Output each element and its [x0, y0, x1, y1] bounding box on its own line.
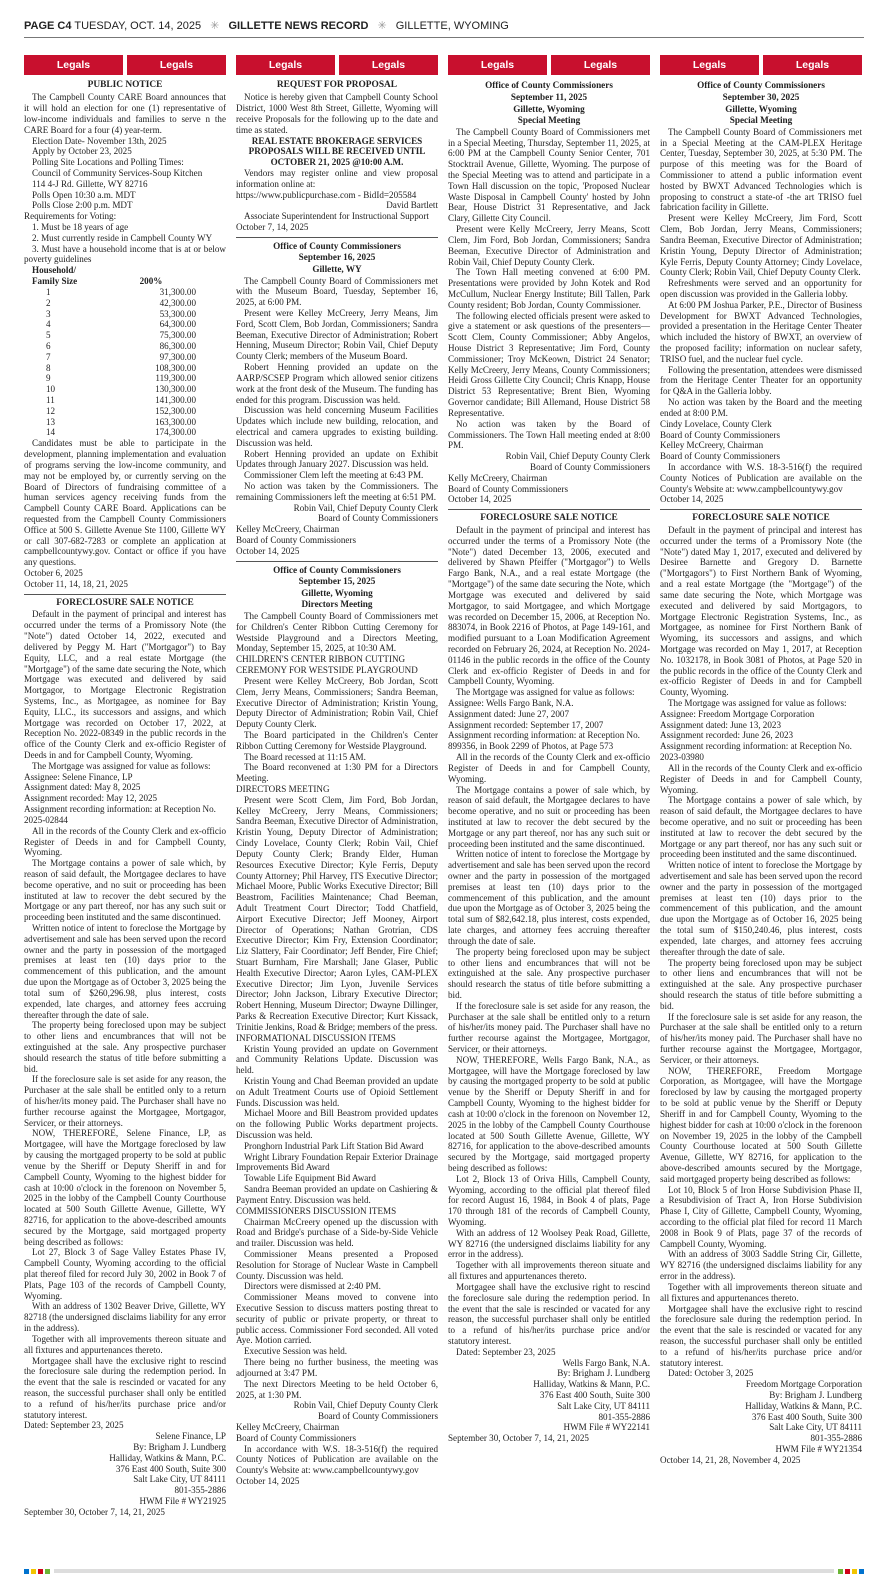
table-row [32, 395, 196, 406]
notice-paragraph: Together with all improvements thereon situate and all fixtures and appurtenances thereto. [660, 1281, 862, 1303]
family-size-cell: 14 [46, 427, 56, 438]
notice-paragraph: Robert Henning provided an update on the AARP/SCSEP Program which allowed senior citizens work at the front desk of the Museum. The funding has ended for this program. Discussion was held. [236, 362, 438, 405]
notice-paragraph: In accordance with W.S. 18-3-516(f) the required County Notices of Publication are available on the County's Website at: www.campbellcountywy.gov [236, 1443, 438, 1476]
family-size-cell: 13 [46, 416, 56, 427]
notice-paragraph: Lot 27, Block 3 of Sage Valley Estates Phase IV, Campbell County, Wyoming according to the official plat thereof filed for record July 30, 2002 in Book 7 of Plats, Page 103 of the records of Campbell County, Wyoming. [24, 1247, 226, 1301]
legals-label: Legals [339, 55, 438, 75]
separator-icon: ✳ [210, 20, 220, 32]
income-cell: 163,300.00 [155, 416, 196, 427]
notice-paragraph: Mortgagee shall have the exclusive right to rescind the foreclosure sale during the redemption period. In the event that the sale is rescinded or vacated for any reason, the successful purchaser shall only be entitled to a refund of his/her/its purchase price and/or statutory interest. [660, 1303, 862, 1368]
notice-paragraph: The Campbell County Board of Commissioners met for Children's Center Ribbon Cutting Ceremony for Westside Playground and a Directors Meeting, Monday, September 15, 2025, at 10:30 AM. [236, 611, 438, 654]
color-dot [45, 1569, 50, 1574]
notice-lines [24, 136, 226, 212]
notice-paragraph: With an address of 1302 Beaver Drive, Gillette, WY 82718 (the undersigned disclaims liability for any error in the address). [24, 1301, 226, 1334]
notice-line: Assignment recording information: at Reception No. 899356, in Book 2299 of Photos, at Page 573 [448, 730, 640, 752]
notice-paragraph: The next Directors Meeting to be held October 6, 2025, at 1:30 PM. [236, 1378, 438, 1400]
notice-paragraph: Pronghorn Industrial Park Lift Station Bid Award [244, 1140, 424, 1151]
signature-line: Board of County Commissioners [318, 513, 438, 524]
notice-date: October 14, 2025 [448, 494, 512, 505]
notice-paragraph: 3. Must have a household income that is at or below poverty guidelines [24, 243, 226, 265]
notice-paragraph: With an address of 3003 Saddle String Cir, Gillette, WY 82716 (the undersigned disclaims liability for any error in the address). [660, 1249, 862, 1282]
table-row [32, 309, 196, 320]
notice-paragraph: Vendors may register online and view proposal information online at: [236, 167, 438, 189]
divider [236, 237, 438, 238]
notice-paragraph: The property being foreclosed upon may be subject to other liens and encumbrances that will not be extinguished at the sale. Any prospective purchaser should research the status of title before submitting a bid. [24, 1020, 226, 1074]
separator-icon: ✳ [377, 20, 387, 32]
color-dot [838, 1569, 843, 1574]
notice-paragraph: All in the records of the County Clerk and ex-officio Register of Deeds in and for Campbell County, Wyoming. [24, 825, 226, 858]
notice-date: October 7, 14, 2025 [236, 222, 309, 233]
family-size-cell: 11 [46, 395, 55, 406]
notice-line: Assignment dated: June 27, 2007 [448, 708, 569, 719]
notice-title: September 11, 2025 [510, 92, 588, 103]
notice-title: Special Meeting [517, 115, 581, 126]
family-size-cell: 3 [46, 308, 51, 319]
table-header: Family Size [32, 276, 78, 287]
notice-paragraph: Mortgagee shall have the exclusive right to rescind the foreclosure sale during the redemption period. In the event that the sale is rescinded or vacated for any reason, the successful purchaser shall only be entitled to a refund of his/her/its purchase price and/or statutory interest. [448, 1281, 650, 1346]
paper-city: GILLETTE, WYOMING [395, 20, 509, 32]
notice-paragraph: Commissioner Means moved to convene into Executive Session to discuss matters posting threat to security of public or private property, or threat to public access. Commissioner Ford seconded. All voted Aye. Motion carried. [236, 1292, 438, 1346]
table-header: 200% [139, 276, 163, 287]
signature-line: Cindy Lovelace, County Clerk [660, 418, 772, 429]
notice-title: Gillette, Wyoming [513, 103, 585, 114]
notice-paragraph: Candidates must be able to participate in the development, planning implementation and evaluation of programs serving the low-income community, and may not be employed by, or currently serving on the Board of Directors of fundraising committee of a human services agency receiving funds from the Campbell County CARE Board. Applications can be requested from the Campbell County Commissioners Office at 500 S. Gillette Avenue Ste 1100, Gillette WY or call 307-682-7283 or complete an application at campbellcountywy.gov. Contact or office if you have any questions. [24, 438, 226, 568]
notice-title: Office of County Commissioners [485, 80, 613, 91]
income-cell: 42,300.00 [159, 297, 196, 308]
income-cell: 119,300.00 [155, 373, 196, 384]
notice-paragraph: Present were Kelley McCreery, Jerry Means, Jim Ford, Scott Clem, Bob Jordan, Commissioners; Sandra Beeman, Executive Director of Administration; Robert Henning, Museum Director; Robin Vail, Chief Deputy County Clerk; members of the Museum Board. [236, 308, 438, 362]
notice-line: Apply by October 23, 2025 [32, 146, 132, 157]
footer-color-dots [24, 1569, 50, 1574]
column-3 [448, 55, 650, 1444]
notice-paragraph: The Mortgage was assigned for value as follows: [456, 687, 635, 698]
notice-title: Gillette, WY [312, 264, 362, 275]
notice-paragraph: The Board recessed at 11:15 AM. [244, 751, 366, 762]
table-row [32, 298, 196, 309]
notice-paragraph: Robert Henning provided an update on Exhibit Updates through January 2027. Discussion was held. [236, 448, 438, 470]
family-size-cell: 2 [46, 297, 51, 308]
family-size-cell: 5 [46, 330, 51, 341]
legals-label: Legals [24, 55, 123, 75]
paper-name: GILLETTE NEWS RECORD [228, 20, 369, 32]
notice-paragraph: The Campbell County CARE Board announces that it will hold an election for one (1) representative of low-income individuals and families to serve n the CARE Board for a four (4) year-term. [24, 92, 226, 135]
legals-banner [236, 55, 438, 75]
signature-line: Robin Vail, Chief Deputy County Clerk [293, 502, 438, 513]
signature-line: Kelly McCreery, Chairman [448, 472, 548, 483]
table-row [32, 341, 196, 352]
notice-date: October 14, 2025 [660, 494, 724, 505]
notice-dated: Dated: October 3, 2025 [668, 1368, 754, 1379]
family-size-cell: 7 [46, 351, 51, 362]
museum-board-minutes [236, 241, 438, 557]
color-dot [852, 1569, 857, 1574]
income-cell: 64,300.00 [159, 319, 196, 330]
table-row [32, 373, 196, 384]
family-size-cell: 10 [46, 384, 56, 395]
notice-line: Freedom Mortgage Corporation [745, 1379, 862, 1390]
notice-paragraph: Together with all improvements thereon situate and all fixtures and appurtenances thereto. [448, 1260, 650, 1282]
income-table [32, 265, 196, 438]
notice-date: October 14, 21, 28, November 4, 2025 [660, 1454, 801, 1465]
notice-title: Gillette, Wyoming [301, 587, 373, 598]
notice-line: HWM File # WY21925 [139, 1496, 226, 1507]
notice-paragraph: Default in the payment of principal and interest has occurred under the terms of a Promissory Note (the "Note") dated December 13, 2006, executed and delivered by Shawn Pfeiffer ("Mortgagor") to Wells Fargo Bank, N.A., and a real estate Mortgage (the "Mortgage") of the same date securing the Note, which Mortgage was executed and delivered by said Mortgagor, to said Mortgagee, and which Mortgage was recorded on December 15, 2006, at Reception No. 883074, in Book 2216 of Photos, at Page 149-161, and modified pursuant to a Loan Modification Agreement recorded on February 26, 2024, at Reception No. 2024-01146 in the public records in the office of the County Clerk and ex-officio Register of Deeds in and for Campbell County, Wyoming. [448, 525, 650, 687]
notice-paragraph: The following elected officials present were asked to give a statement or ask questions of the presenters—Scott Clem, County Commissioner; Abby Angelos, House District 3 Representative; Jim Ford, County Commissioner; Troy McKeown, District 24 Senator; Kelly McCreery, Jerry Means, County Commissioners; Heidi Gross Gillette City Council; Chris Knapp, House District 53 Representative; Brent Bien, Wyoming Governor candidate; Bill Allemand, House District 58 Representative. [448, 310, 650, 418]
signature-line: Board of County Commissioners [448, 483, 568, 494]
notice-paragraph: Following the presentation, attendees were dismissed from the Heritage Center Theater for an opportunity for Q&A in the Galleria lobby. [660, 364, 862, 397]
notice-line: 376 East 400 South, Suite 300 [115, 1463, 226, 1474]
notice-paragraph: No action was taken by the Board of Commissioners. The Town Hall meeting ended at 8:00 PM. [448, 418, 650, 451]
notice-paragraph: The Mortgage contains a power of sale which, by reason of said default, the Mortgagee declares to have become operative, and no suit or proceeding has been instituted at law to recover the debt secured by the Mortgage or any part thereof, nor has any such suit or proceeding been instituted and the same discontinued. [24, 858, 226, 923]
income-cell: 31,300.00 [159, 286, 196, 297]
notice-line: Salt Lake City, UT 84111 [769, 1422, 862, 1433]
notice-line: HWM File # WY22141 [563, 1422, 650, 1433]
notice-line: Assignee: Selene Finance, LP [24, 771, 133, 782]
income-cell: 53,300.00 [159, 308, 196, 319]
legals-label: Legals [448, 55, 547, 75]
income-cell: 130,300.00 [155, 384, 196, 395]
table-row [32, 352, 196, 363]
notice-paragraph: Lot 2, Block 13 of Oriva Hills, Campbell County, Wyoming, according to the official plat thereof filed for record August 16, 1984, in Book 4 of plats, Page 170 through 181 of the records of Campbell County, Wyoming. [448, 1173, 650, 1228]
notice-title: Directors Meeting [301, 599, 373, 610]
notice-paragraph: Notice is hereby given that Campbell County School District, 1000 West 8th Street, Gillette, Wyoming will receive Proposals for the following up to the date and time as stated. [236, 92, 438, 135]
notice-paragraph: Kristin Young and Chad Beeman provided an update on Adult Treatment Courts use of Opioid Settlement Funds. Discussion was held. [236, 1075, 438, 1108]
notice-line: HWM File # WY21354 [775, 1444, 862, 1455]
notice-title: Office of County Commissioners [697, 80, 825, 91]
notice-line: Election Date- November 13th, 2025 [32, 135, 167, 146]
notice-subhead: DIRECTORS MEETING [236, 784, 330, 795]
table-header: Household/ [32, 265, 76, 276]
foreclosure-notice [24, 598, 226, 1518]
legals-label: Legals [660, 55, 759, 75]
notice-line: 376 East 400 South, Suite 300 [751, 1411, 862, 1422]
signature-block [448, 1358, 650, 1434]
notice-paragraph: Wright Library Foundation Repair Exterior Drainage Improvements Bid Award [236, 1151, 438, 1173]
signature-line: Board of County Commissioners [660, 451, 780, 462]
notice-date: September 30, October 7, 14, 21, 2025 [24, 1506, 165, 1517]
notice-paragraph: Written notice of intent to foreclose the Mortgage by advertisement and sale has been served upon the record owner and the party in possession of the mortgaged premises at least ten (10) days prior to the commencement of this publication, and the amount due upon the Mortgage as of October 3, 2025 being the total sum of $260,296.98, plus interest, costs expended, late charges, and attorney fees accruing thereafter through the date of sale. [24, 923, 227, 1020]
notice-line: 114 4-J Rd. Gillette, WY 82716 [32, 178, 148, 189]
notice-paragraph: The Campbell County Board of Commissioners met in a Special Meeting at the CAM-PLEX Heritage Center, Tuesday, September 30, 2025, at 5:30 PM. The purpose of this meeting was for the Board of Commissioner to attend a public information event hosted by BWXT Advanced Technologies which is proposing to construct a state-of -the art TRISO fuel fabrication facility in Gillette. [660, 126, 862, 213]
income-cell: 75,300.00 [159, 330, 196, 341]
notice-title: September 30, 2025 [722, 92, 800, 103]
header-rule [24, 37, 864, 38]
notice-title: Office of County Commissioners [273, 240, 401, 251]
notice-paragraph: Refreshments were served and an opportunity for open discussion was provided in the Galleria lobby. [660, 278, 862, 299]
notice-paragraph: Default in the payment of principal and interest has occurred under the terms of a Promissory Note (the "Note") dated October 14, 2022, executed and delivered by Peggy M. Hart ("Mortgagor") to Bay Equity, LLC, and a real estate Mortgage (the "Mortgage") of the same date securing the Note, which Mortgage was executed and delivered by said Mortgagor, to Mortgage Electronic Registration Systems, Inc., as Mortgagee, as nominee for Bay Equity, LLC., its successors and assigns, and which Mortgage was recorded on October 17, 2022, at Reception No. 2022-08349 in the public records in the office of the County Clerk and ex-officio Register of Deeds in and for Campbell County, Wyoming. [24, 609, 226, 761]
table-row [32, 427, 196, 438]
notice-paragraph: NOW, THEREFORE, Wells Fargo Bank, N.A., as Mortgagee, will have the Mortgage foreclosed by law by causing the mortgaged property to be sold at public venue by the Sheriff or Deputy Sheriff in and for Campbell County, Wyoming to the highest bidder for cash at 10:00 o'clock in the forenoon on November 12, 2025 in the lobby of the Campbell County Courthouse located at 500 South Gillette Avenue, Gillette, WY 82716, for application to the above-described amounts secured by the Mortgage, said mortgaged property being described as follows: [448, 1054, 650, 1173]
notice-paragraph: No action was taken by the Board and the meeting ended at 8:00 P.M. [660, 397, 862, 418]
notice-paragraph: With an address of 12 Woolsey Peak Road, Gillette, WY 82716 (the undersigned disclaims liability for any error in the address). [448, 1227, 650, 1260]
notice-title: REQUEST FOR PROPOSAL [276, 80, 398, 91]
notice-paragraph: Mortgagee shall have the exclusive right to rescind the foreclosure sale during the redemption period. In the event that the sale is rescinded or vacated for any reason, the successful purchaser shall only be entitled to a refund of his/her/its purchase price and/or statutory interest. [24, 1355, 226, 1420]
notice-line: Salt Lake City, UT 84111 [133, 1474, 226, 1485]
notice-line: Polls Open 10:30 a.m. MDT [32, 189, 136, 200]
legals-label: Legals [763, 55, 862, 75]
signature-line: Associate Superintendent for Instructional Support [244, 211, 429, 222]
notice-title: FORECLOSURE SALE NOTICE [692, 513, 830, 524]
signature-block [660, 1379, 862, 1455]
notice-line: Assignment recorded: September 17, 2007 [448, 719, 604, 730]
notice-date: October 6, 2025 [24, 568, 83, 579]
table-row [32, 319, 196, 330]
signature-line: Kelley McCreery, Chairman [236, 524, 340, 535]
divider [236, 561, 438, 562]
notice-title: September 16, 2025 [298, 252, 376, 263]
notice-paragraph: Together with all improvements thereon situate and all fixtures and appurtenances thereto. [24, 1333, 226, 1355]
notice-line: Polls Close 2:00 p.m. MDT [32, 200, 133, 211]
notice-line: Polling Site Locations and Polling Times: [32, 157, 184, 168]
signature-line: Board of County Commissioners [660, 429, 780, 440]
notice-paragraph: NOW, THEREFORE, Freedom Mortgage Corporation, as Mortgagee, will have the Mortgage foreclosed by law by causing the mortgaged property to be sold at public venue by the Sheriff or Deputy Sheriff in and for Campbell County, Wyoming to the highest bidder for cash at 10:00 o'clock in the forenoon on November 19, 2025 in the lobby of the Campbell County Courthouse located at 500 South Gillette Avenue, Gillette, WY 82716, for application to the above-described amounts secured by the Mortgage, said mortgaged property being described as follows: [660, 1065, 862, 1184]
signature-line: Board of County Commissioners [236, 1432, 356, 1443]
notice-line: Selene Finance, LP [155, 1431, 226, 1442]
notice-line: Assignee: Freedom Mortgage Corporation [660, 708, 815, 719]
notice-paragraph: No action was taken by the Commissioners. The remaining Commissioners left the meeting at 6:51 PM. [236, 481, 438, 502]
notice-paragraph: Directors were dismissed at 2:40 PM. [244, 1281, 381, 1292]
notice-paragraph: All in the records of the County Clerk and ex-officio Register of Deeds in and for Campbell County, Wyoming. [448, 752, 650, 784]
notice-paragraph: Present were Kelley McCreery, Jim Ford, Scott Clem, Bob Jordan, Jerry Means, Commissioners; Sandra Beeman, Executive Director of Administration; Kristin Young, Deputy Director of Administration; Kyle Ferris, Deputy County Attorney; Cindy Lovelace, County Clerk; Robin Vail, Chief Deputy County Clerk. [660, 213, 862, 278]
notice-paragraph: Chairman McCreery opened up the discussion with Road and Bridge's purchase of a Side-by-Side Vehicle and trailer. Discussion was held. [236, 1216, 438, 1249]
notice-paragraph: In accordance with W.S. 18-3-516(f) the required County Notices of Publication are available on the County's Website at: www.campbellcountywy.gov [660, 461, 862, 494]
signature-line: Board of County Commissioners [318, 1411, 438, 1422]
notice-line: Halliday, Watkins & Mann, P.C. [109, 1452, 226, 1463]
notice-paragraph: The Town Hall meeting convened at 6:00 PM. Presentations were provided by John Kotek and Rod McCullum, Nuclear Energy Institute; Bill Tallen, Park County resident; Bob Jordan, County Commissioner. [448, 267, 650, 310]
notice-paragraph: Kristin Young provided an update on Government and Community Relations Update. Discussion was held. [236, 1043, 438, 1076]
notice-paragraph: Present were Kelley McCreery, Bob Jordan, Scott Clem, Jerry Means, Commissioners; Sandra Beeman, Executive Director of Administration; Kristin Young, Deputy Director of Administration; Robin Vail, Chief Deputy County Clerk. [236, 675, 438, 730]
income-cell: 97,300.00 [159, 351, 196, 362]
page-number: PAGE C4 [24, 20, 72, 32]
notice-line: Assignment dated: June 13, 2023 [660, 719, 781, 730]
notice-title: FORECLOSURE SALE NOTICE [480, 513, 618, 524]
notice-line: 376 East 400 South, Suite 300 [539, 1390, 650, 1401]
notice-line: Council of Community Services-Soup Kitchen [32, 167, 203, 178]
notice-subhead: INFORMATIONAL DISCUSSION ITEMS [236, 1032, 396, 1043]
notice-paragraph: The Board reconvened at 1:30 PM for a Directors Meeting. [236, 762, 438, 784]
notice-paragraph: The Campbell County Board of Commissioners met with the Museum Board, Tuesday, September 16, 2025, at 6:00 PM. [236, 275, 438, 308]
public-notice [24, 80, 226, 589]
notice-line: Halliday, Watkins & Mann, P.C. [533, 1379, 650, 1390]
town-hall-minutes [448, 80, 650, 505]
notice-date: September 30, October 7, 14, 21, 2025 [448, 1433, 589, 1444]
notice-paragraph: If the foreclosure sale is set aside for any reason, the Purchaser at the sale shall be entitled only to a return of his/her/its money paid. The Purchaser shall have no further recourse against the Mortgagee, Mortgagor, Servicer, or their attorneys. [448, 1000, 650, 1055]
income-cell: 152,300.00 [155, 405, 196, 416]
notice-paragraph: If the foreclosure sale is set aside for any reason, the Purchaser at the sale shall be entitled only to a return of his/her/its money paid. The Purchaser shall have no further recourse against the Mortgagee, Mortgagor, Servicer, or their attorneys. [660, 1011, 862, 1065]
notice-line: By: Brigham J. Lundberg [557, 1368, 650, 1379]
rfp-notice [236, 80, 438, 232]
notice-line: 801-355-2886 [174, 1485, 226, 1496]
foreclosure-notice [660, 513, 862, 1466]
notice-line: 801-355-2886 [598, 1411, 650, 1422]
notice-paragraph: If the foreclosure sale is set aside for any reason, the Purchaser at the sale shall be entitled only to a return of his/her/its money paid. The Purchaser shall have no further recourse against the Mortgagee, Mortgagor, Servicer, or their attorneys. [24, 1074, 226, 1128]
legals-label: Legals [236, 55, 335, 75]
notice-subhead: CHILDREN'S CENTER RIBBON CUTTING CEREMONY FOR WESTSIDE PLAYGROUND [236, 654, 418, 676]
income-cell: 174,300.00 [155, 427, 196, 438]
income-cell: 108,300.00 [155, 362, 196, 373]
column-2 [236, 55, 438, 1487]
divider [448, 509, 650, 510]
notice-date: October 11, 14, 18, 21, 2025 [24, 578, 128, 589]
notice-title: FORECLOSURE SALE NOTICE [56, 597, 194, 608]
notice-line: 801-355-2886 [810, 1433, 862, 1444]
notice-date: October 14, 2025 [236, 545, 300, 556]
family-size-cell: 4 [46, 319, 51, 330]
notice-paragraph: Requirements for Voting: [24, 211, 117, 222]
notice-title: September 15, 2025 [298, 576, 376, 587]
notice-title: Gillette, Wyoming [725, 103, 797, 114]
legals-banner [448, 55, 650, 75]
table-row [32, 330, 196, 341]
notice-paragraph: Commissioner Clem left the meeting at 6:43 PM. [244, 470, 424, 481]
directors-meeting-minutes [236, 565, 438, 1487]
notice-line: Assignment dated: May 8, 2025 [24, 782, 141, 793]
notice-paragraph: 2. Must currently reside in Campbell County WY [32, 232, 213, 243]
table-row [32, 417, 196, 428]
legals-label: Legals [551, 55, 650, 75]
notice-line: Halliday, Watkins & Mann, P.C. [745, 1400, 862, 1411]
notice-paragraph: Default in the payment of principal and interest has occurred under the terms of a Promissory Note (the "Note") dated May 1, 2017, executed and delivered by Desiree Barnette and Gregory D. Barnette ("Mortgagors") to First Northern Bank of Wyoming, and a real estate Mortgage (the "Mortgage") of the same date securing the Note, which Mortgage was executed and delivered by said Mortgagors, to Mortgage Electronic Registration Systems, Inc., as Mortgagee, as nominee for First Northern Bank of Wyoming, its successors and assigns, and which Mortgage was recorded on May 1, 2017, at Reception No. 1032178, in Book 3081 of Photos, at Page 520 in the public records in the office of the County Clerk and ex-officio Register of Deeds in and for Campbell County, Wyoming. [660, 525, 862, 698]
notice-line: Wells Fargo Bank, N.A. [562, 1357, 650, 1368]
color-dot [38, 1569, 43, 1574]
signature-line: Board of County Commissioners [530, 461, 650, 472]
issue-date: TUESDAY, OCT. 14, 2025 [74, 20, 202, 32]
signature-line: Kelley McCreery, Chairman [236, 1421, 340, 1432]
notice-paragraph: At 6:00 PM Joshua Parker, P.E., Director of Business Development for BWXT Advanced Technologies, provided a presentation in the Heritage Center Theater which included the history of BWXT, an overview of the proposed facility; information on nuclear safety, TRISO fuel, and the nuclear fuel cycle. [660, 299, 862, 364]
table-row [32, 363, 196, 374]
notice-title: PUBLIC NOTICE [87, 80, 163, 91]
notice-paragraph: The property being foreclosed upon may be subject to other liens and encumbrances that will not be extinguished at the sale. Any prospective purchaser should research the status of title before submitting a bid. [448, 946, 650, 1000]
notice-line: Assignee: Wells Fargo Bank, N.A. [448, 698, 574, 709]
notice-dated: Dated: September 23, 2025 [24, 1420, 124, 1431]
table-row [32, 406, 196, 417]
table-row [32, 287, 196, 298]
notice-title: Office of County Commissioners [273, 564, 401, 575]
notice-paragraph: Present were Scott Clem, Jim Ford, Bob Jordan, Kelley McCreery, Jerry Means, Commissioners; Sandra Beeman, Executive Director of Administration, Kristin Young, Deputy Director of Administration; Cindy Lovelace, County Clerk; Robin Vail, Chief Deputy County Clerk; Brandy Elder, Human Resources Executive Director; Kyle Ferris, Deputy County Attorney; Phil Harvey, ITS Executive Director; Michael Moore, Public Works Executive Director; Bill Beastrom, Facilities Maintenance; Chad Beeman, Adult Treatment Court Director; Todd Chatfield, Airport Executive Director; Jeff Mooney, Airport Director of Operations; Nathan Grotrian, CDS Executive Director; Kim Fry, Extension Coordinator; Liz Slattery, Fair Coordinator; Jeff Bender, Fire Chief; Stuart Burnham, Fire Marshall; Jane Glaser, Public Health Executive Director; Aaron Lyles, CAM-PLEX Executive Director; Jim Lyon, Juvenile Services Director; John Jackson, Library Executive Director; Robert Henning, Museum Director; Dwayne Dillinger, Parks & Recreation Executive Director; Kurt Kissack, Trinitie Jenkins, Road & Bridge; members of the press. [236, 794, 438, 1032]
page-footer [24, 1568, 864, 1574]
divider [24, 594, 226, 595]
signature-line: Robin Vail, Chief Deputy County Clerk [505, 451, 650, 462]
notice-title: Special Meeting [729, 115, 793, 126]
legals-banner [24, 55, 226, 75]
signature-line: Robin Vail, Chief Deputy County Clerk [293, 1400, 438, 1411]
notice-paragraph: NOW, THEREFORE, Selene Finance, LP, as Mortgagee, will have the Mortgage foreclosed by law by causing the mortgaged property to be sold at public venue by the Sheriff or Deputy Sheriff in and for Campbell County, Wyoming to the highest bidder for cash at 10:00 o'clock in the forenoon on November 5, 2025 in the lobby of the Campbell County Courthouse located at 500 South Gillette Avenue, Gillette, WY 82716, for application to the above-described amounts secured by the Mortgage, said mortgaged property being described as follows: [24, 1128, 226, 1247]
color-dot [31, 1569, 36, 1574]
notice-line: Assignment recording information: at Reception No. 2025-02844 [24, 804, 216, 825]
notice-paragraph: Executive Session was held. [244, 1346, 348, 1357]
legals-label: Legals [127, 55, 226, 75]
signature-block [24, 1431, 226, 1507]
notice-paragraph: The Mortgage contains a power of sale which, by reason of said default, the Mortgagee declares to have become operative, and no suit or proceeding has been instituted at law to recover the debt secured by the Mortgage or any part thereof, nor has any such suit or proceeding been instituted and the same discontinued. [660, 795, 862, 860]
notice-line: Salt Lake City, UT 84111 [557, 1400, 650, 1411]
notice-paragraph: Michael Moore and Bill Beastrom provided updates on the following Public Works department projects. Discussion was held. [236, 1108, 438, 1141]
bwxt-special-meeting-minutes [660, 80, 862, 505]
notice-line: Assignment recorded: June 26, 2023 [660, 730, 794, 741]
notice-paragraph: 1. Must be 18 years of age [32, 222, 129, 233]
signature-line: Board of County Commissioners [236, 535, 356, 546]
family-size-cell: 6 [46, 340, 51, 351]
notice-paragraph: The property being foreclosed upon may be subject to other liens and encumbrances that will not be extinguished at the sale. Any prospective purchaser should research the status of title before submitting a bid. [660, 957, 862, 1011]
footer-bar [54, 1569, 834, 1573]
notice-paragraph: All in the records of the County Clerk and ex-officio Register of Deeds in and for Campbell County, Wyoming. [660, 762, 862, 795]
family-size-cell: 9 [46, 373, 51, 384]
notice-paragraph: The Mortgage contains a power of sale which, by reason of said default, the Mortgagee declares to have become operative, and no suit or proceeding has been instituted at law to recover the debt secured by the Mortgage or any part thereof, nor has any such suit or proceeding been instituted and the same discontinued. [448, 784, 650, 849]
notice-line: By: Brigham J. Lundberg [769, 1390, 862, 1401]
notice-paragraph: The Mortgage was assigned for value as follows: [668, 698, 847, 709]
notice-paragraph: Commissioner Means presented a Proposed Resolution for Storage of Nuclear Waste in Campbell County. Discussion was held. [236, 1248, 438, 1281]
notice-paragraph: There being no further business, the meeting was adjourned at 3:47 PM. [236, 1357, 438, 1378]
notice-paragraph: Written notice of intent to foreclose the Mortgage by advertisement and sale has been served upon the record owner and the party in possession of the mortgaged premises at least ten (10) days prior to the commencement of this publication, and the amount due upon the Mortgage as of October 3, 2025 being the total sum of $82,642.18, plus interest, costs expended, late charges, and attorney fees accruing thereafter through the date of sale. [448, 849, 651, 946]
notice-line: Assignment recorded: May 12, 2025 [24, 793, 158, 804]
column-4 [660, 55, 862, 1466]
column-1 [24, 55, 226, 1518]
income-cell: 141,300.00 [155, 395, 196, 406]
family-size-cell: 1 [46, 286, 51, 297]
family-size-cell: 12 [46, 405, 56, 416]
notice-paragraph: The Mortgage was assigned for value as follows: [32, 760, 211, 771]
color-dot [24, 1569, 29, 1574]
divider [660, 509, 862, 510]
signature-line: David Bartlett [386, 200, 438, 211]
family-size-cell: 8 [46, 362, 51, 373]
notice-paragraph: Present were Kelly McCreery, Jerry Means, Scott Clem, Jim Ford, Bob Jordan, Commissioners; Sandra Beeman, Executive Director of Administration and Robin Vail, Chief Deputy County Clerk. [448, 224, 650, 267]
notice-paragraph: Sandra Beeman provided an update on Cashiering & Payment Entry. Discussion was held. [236, 1184, 438, 1205]
notice-subhead: COMMISSIONERS DISCUSSION ITEMS [236, 1205, 397, 1216]
notice-paragraph: The Campbell County Board of Commissioners met in a Special Meeting, Thursday, September 11, 2025, at 6:00 PM at the Campbell County Senior Center, 701 Stocktrail Avenue, Gillette, Wyoming. The purpose of the Special Meeting was to attend and participate in a Town Hall discussion on the topic, 'Proposed Nuclear Waste Disposal in Campbell County' hosted by John Bear, House District 31 Representative, and Jack Clary, Gillette City Council. [448, 126, 650, 224]
notice-link[interactable]: https://www.publicpurchase.com - BidId=205584 [236, 189, 417, 200]
income-cell: 86,300.00 [159, 340, 196, 351]
notice-dated: Dated: September 23, 2025 [456, 1346, 556, 1357]
notice-paragraph: Discussion was held concerning Museum Facilities Updates which include new building, relocation, and electrical and camera upgrades to existing building. Discussion was held. [236, 405, 438, 448]
footer-color-dots [838, 1569, 864, 1574]
color-dot [859, 1569, 864, 1574]
foreclosure-notice [448, 513, 650, 1444]
signature-line: Kelley McCreery, Chairman [660, 440, 764, 451]
notice-date: October 14, 2025 [236, 1476, 300, 1487]
notice-paragraph: Lot 10, Block 5 of Iron Horse Subdivision Phase II, a Resubdivision of Tract A, Iron Horse Subdivision Phase I, City of Gillette, Campbell County, Wyoming, according to the official plat filed for record 11 March 2008 in Book 9 of Plats, page 37 of the records of Campbell County, Wyoming. [660, 1184, 862, 1249]
notice-emphasis: REAL ESTATE BROKERAGE SERVICES PROPOSALS WILL BE RECEIVED UNTIL OCTOBER 21, 2025 @10:00 A.M. [248, 135, 426, 168]
legals-banner [660, 55, 862, 75]
table-row [32, 384, 196, 395]
notice-paragraph: Written notice of intent to foreclose the Mortgage by advertisement and sale has been served upon the record owner and the party in possession of the mortgaged premises at least ten (10) days prior to the commencement of this publication, and the amount due upon the Mortgage as of October 16, 2025 being the total sum of $150,240.46, plus interest, costs expended, late charges, and attorney fees accruing thereafter through the date of sale. [660, 860, 863, 957]
color-dot [845, 1569, 850, 1574]
notice-paragraph: Towable Life Equipment Bid Award [244, 1173, 376, 1184]
page-header [24, 20, 864, 34]
notice-paragraph: The Board participated in the Children's Center Ribbon Cutting Ceremony for Westside Playground. [236, 729, 438, 751]
notice-line: Assignment recording information: at Reception No. 2023-03980 [660, 741, 852, 763]
notice-line: By: Brigham J. Lundberg [133, 1442, 226, 1453]
